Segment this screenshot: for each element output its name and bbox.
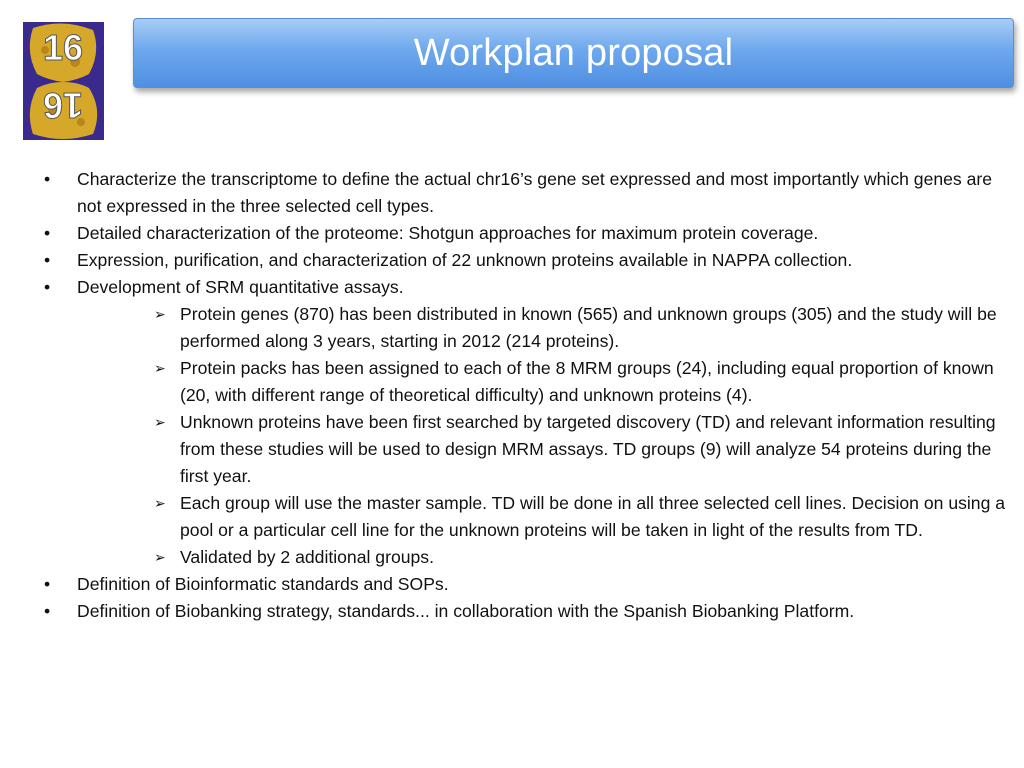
sub-bullet-item	[0, 355, 1024, 409]
arrow-bullet-icon: ➢	[154, 495, 166, 511]
bullet-item	[0, 220, 1024, 247]
sub-bullet-text: Validated by 2 additional groups.	[180, 547, 434, 567]
bullet-item	[0, 571, 1024, 598]
bullet-text: Expression, purification, and characterization of 22 unknown proteins available in NAPPA collection.	[77, 250, 853, 270]
bullet-marker: •	[44, 250, 51, 270]
bullet-marker: •	[44, 277, 51, 297]
arrow-bullet-icon: ➢	[154, 414, 166, 430]
slide-title: Workplan proposal	[413, 31, 734, 74]
bullet-item	[0, 274, 1024, 301]
title-bar	[133, 18, 1014, 88]
bullet-list	[0, 166, 1024, 625]
sub-bullet-item	[0, 301, 1024, 355]
arrow-bullet-icon: ➢	[154, 549, 166, 565]
bullet-marker: •	[44, 223, 51, 243]
chromosome-icon	[23, 22, 104, 140]
logo-bottom-number: 16	[42, 85, 84, 126]
bullet-item	[0, 166, 1024, 220]
chromosome-16-logo	[23, 22, 104, 140]
sub-bullet-text: Unknown proteins have been first searched by targeted discovery (TD) and relevant information resulting from these studies will be used to design MRM assays. TD groups (9) will analyze 54 proteins during the first year.	[180, 412, 996, 486]
bullet-text: Characterize the transcriptome to define the actual chr16’s gene set expressed and most importantly which genes are not expressed in the three selected cell types.	[77, 169, 993, 216]
sub-bullet-text: Each group will use the master sample. TD will be done in all three selected cell lines. Decision on using a pool or a particular cell line for the unknown proteins will be taken in light of the results from TD.	[180, 493, 1006, 540]
arrow-bullet-icon: ➢	[154, 360, 166, 376]
sub-bullet-text: Protein genes (870) has been distributed in known (565) and unknown groups (305) and the study will be performed along 3 years, starting in 2012 (214 proteins).	[180, 304, 997, 351]
bullet-marker: •	[44, 601, 51, 621]
bullet-item	[0, 247, 1024, 274]
arrow-bullet-icon: ➢	[154, 306, 166, 322]
bullet-marker: •	[44, 169, 51, 189]
sub-bullet-item	[0, 544, 1024, 571]
sub-bullet-item	[0, 490, 1024, 544]
bullet-text: Definition of Bioinformatic standards and SOPs.	[77, 574, 449, 594]
sub-bullet-text: Protein packs has been assigned to each of the 8 MRM groups (24), including equal proportion of known (20, with different range of theoretical difficulty) and unknown proteins (4).	[180, 358, 994, 405]
bullet-item	[0, 598, 1024, 625]
bullet-marker: •	[44, 574, 51, 594]
bullet-text: Detailed characterization of the proteome: Shotgun approaches for maximum protein coverage.	[77, 223, 819, 243]
sub-bullet-item	[0, 409, 1024, 490]
bullet-text: Development of SRM quantitative assays.	[77, 277, 404, 297]
logo-top-number: 16	[42, 27, 84, 68]
bullet-text: Definition of Biobanking strategy, standards... in collaboration with the Spanish Biobanking Platform.	[77, 601, 855, 621]
